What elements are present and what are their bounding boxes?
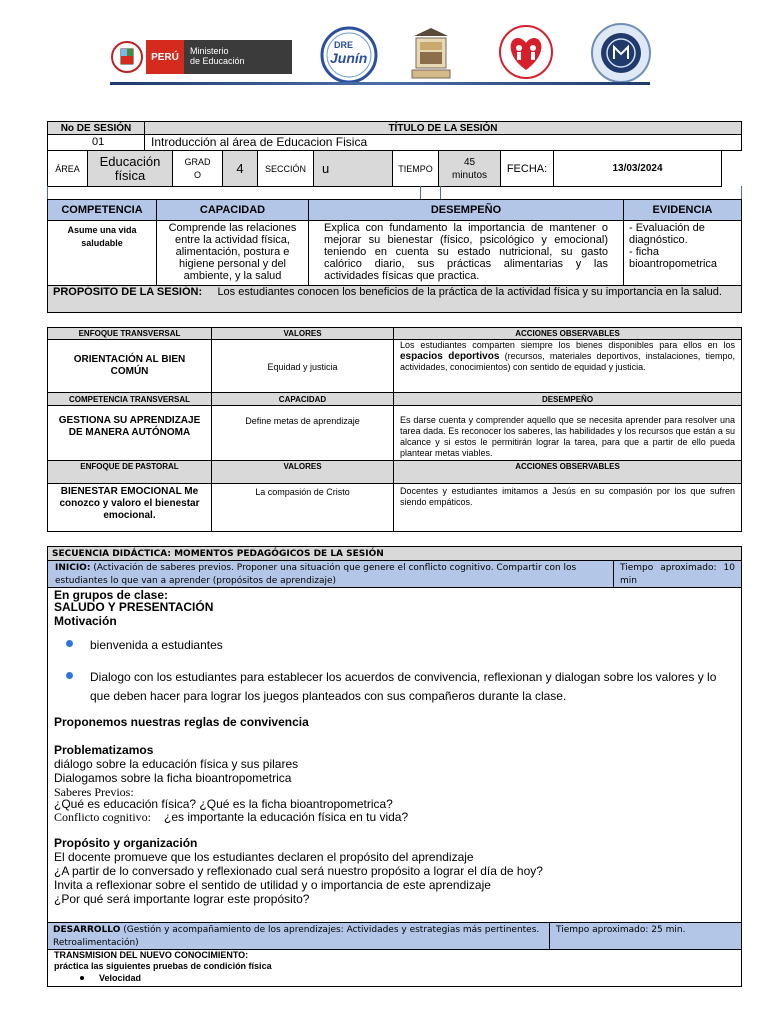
- competencia-value: Asume una vida saludable: [47, 220, 157, 286]
- competencia-transversal-header: COMPETENCIA TRANSVERSAL: [47, 392, 212, 406]
- header-logos: [110, 20, 750, 90]
- evidencia-item: - ficha bioantropometrica: [629, 246, 718, 270]
- peru-flag-label: PERÚ: [146, 40, 184, 74]
- transmision-title: TRANSMISION DEL NUEVO CONOCIMIENTO:: [54, 950, 249, 960]
- school-crest-icon: [406, 24, 456, 84]
- capacidad-header: CAPACIDAD: [156, 199, 309, 221]
- valores-header: VALORES: [211, 327, 394, 340]
- acciones-text: (recursos, materiales deportivos, instalaciones, tiempo, actividades, conocimientos) con sentido de equidad y justicia.: [400, 351, 735, 372]
- practica-text: práctica las siguientes pruebas de condición física: [54, 961, 272, 971]
- desarrollo-row: [47, 922, 550, 950]
- evidencia-value: [623, 220, 742, 286]
- secuencia-title: SECUENCIA DIDÁCTICA: MOMENTOS PEDAGÓGICOS DE LA SESIÓN: [47, 546, 742, 561]
- bullet-1-text: bienvenida a estudiantes: [90, 638, 223, 652]
- inicio-label: INICIO:: [55, 563, 91, 573]
- grado-label: GRAD O: [172, 150, 223, 187]
- grupos-text: En grupos de clase:: [54, 588, 169, 602]
- session-number: 01: [47, 134, 145, 151]
- desarrollo-text: (Gestión y acompañamiento de los aprendizajes: Actividades y estrategias más pertinentes. Retroalimentación): [53, 925, 540, 948]
- inicio-row: [47, 560, 614, 588]
- acciones-pastoral-header: ACCIONES OBSERVABLES: [393, 460, 742, 484]
- session-title: Introducción al área de Educacion Fisica: [144, 134, 742, 151]
- velocidad-bullet-icon: [80, 976, 84, 980]
- acciones-header: ACCIONES OBSERVABLES: [393, 327, 742, 340]
- problem-line-1: diálogo sobre la educación física y sus pilares: [54, 757, 299, 771]
- inicio-time: Tiempo aproximado: 10 min: [613, 560, 742, 588]
- acciones-text: Los estudiantes comparten siempre los bienes disponibles para ellos en los: [400, 340, 735, 350]
- acciones-value: [393, 339, 742, 393]
- bullet-icon: [66, 640, 73, 647]
- problem-line-2: Dialogamos sobre la ficha bioantropometrica: [54, 771, 292, 785]
- proposito-text: Los estudiantes conocen los beneficios de la práctica de la actividad física y su importancia en la salud.: [217, 286, 722, 298]
- saludo-text: SALUDO Y PRESENTACIÓN: [54, 600, 214, 614]
- desempeno-value: Explica con fundamento la importancia de mantener o mejorar su bienestar (físico, psicológico y emocional) teniendo en cuenta su estado nutricional, su gasto calórico diario, sus prácticas alimentarias y las actividades físicas que practica.: [308, 220, 624, 286]
- motivacion-text: Motivación: [54, 614, 117, 628]
- proposito-organizacion-title: Propósito y organización: [54, 836, 198, 850]
- inicio-text: (Activación de saberes previos. Proponer una situación que genere el conflicto cognitivo. Compartir con los estudiantes lo que van a aprender (propósitos de aprendizaje): [55, 563, 577, 586]
- grado-value: 4: [222, 150, 258, 187]
- competencia-transversal-value: GESTIONA SU APRENDIZAJE DE MANERA AUTÓNOMA: [47, 405, 212, 461]
- tiempo-label: TIEMPO: [392, 150, 439, 187]
- conflicto-question: ¿es importante la educación física en tu vida?: [164, 810, 409, 824]
- ministry-logo: [110, 40, 292, 74]
- capacidad-transversal-value: Define metas de aprendizaje: [211, 405, 394, 461]
- reglas-text: Proponemos nuestras reglas de convivencia: [54, 715, 309, 729]
- peru-shield-icon: [110, 40, 144, 74]
- capacidad-transversal-header: CAPACIDAD: [211, 392, 394, 406]
- session-no-header: No DE SESIÓN: [47, 121, 145, 135]
- evidencia-header: EVIDENCIA: [623, 199, 742, 221]
- acciones-bold: espacios deportivos: [400, 351, 500, 362]
- saberes-question: ¿Qué es educación física? ¿Qué es la ficha bioantropometrica?: [54, 797, 393, 811]
- header-rule: [110, 82, 650, 85]
- area-value: Educación física: [87, 150, 173, 187]
- area-label: ÁREA: [47, 150, 88, 187]
- fe-y-alegria-logo: [498, 24, 554, 80]
- fecha-value: 13/03/2024: [553, 150, 722, 187]
- bullet-icon: [66, 672, 73, 679]
- separator-row: [47, 186, 742, 200]
- enfoque-transversal-header: ENFOQUE TRANSVERSAL: [47, 327, 212, 340]
- proposito-label: PROPÓSITO DE LA SESIÓN:: [53, 286, 203, 298]
- bullet-2-text: Dialogo con los estudiantes para establecer los acuerdos de convivencia, reflexionan y dialogan sobre los valores y lo que deben hacer para lograr los juegos planteados con sus compañeros durante la clase.: [90, 670, 717, 703]
- evidencia-item: - Evaluación de diagnóstico.: [629, 222, 705, 246]
- capacidad-value: Comprende las relaciones entre la actividad física, alimentación, postura e higiene personal y del ambiente, y la salud: [156, 220, 309, 286]
- valor-pastoral-value: La compasión de Cristo: [211, 483, 394, 532]
- saberes-label: Saberes Previos:: [54, 785, 134, 799]
- desempeno-transversal-value: Es darse cuenta y comprender aquello que se necesita aprender para resolver una tarea dada. Es reconocer los saberes, las habilidades y los recursos que están a su alcance y si estos le permitirán lograr la tarea, para que a partir de ello pueda plantear metas viables.: [393, 405, 742, 461]
- ministry-name: Ministerio de Educación: [184, 40, 292, 74]
- enfoque-value: ORIENTACIÓN AL BIEN COMÚN: [47, 339, 212, 393]
- organizacion-line-3: Invita a reflexionar sobre el sentido de utilidad y o importancia de este aprendizaje: [54, 878, 491, 892]
- proposito-gap: [205, 286, 214, 298]
- separator-tick: [420, 186, 421, 200]
- conflicto-label: Conflicto cognitivo:: [54, 810, 151, 824]
- valor-value: Equidad y justicia: [211, 339, 394, 393]
- valores-pastoral-header: VALORES: [211, 460, 394, 484]
- tiempo-value: 45 minutos: [438, 150, 501, 187]
- session-title-header: TÍTULO DE LA SESIÓN: [144, 121, 742, 135]
- proposito-row: [47, 285, 742, 313]
- problematizamos-title: Problematizamos: [54, 743, 154, 757]
- desarrollo-label: DESARROLLO: [53, 925, 121, 935]
- organizacion-line-1: El docente promueve que los estudiantes declaren el propósito del aprendizaje: [54, 850, 474, 864]
- junin-label: Junín: [330, 50, 368, 66]
- separator-tick: [440, 186, 441, 200]
- dre-junin-logo: [320, 26, 378, 84]
- organizacion-line-4: ¿Por qué será importante lograr este propósito?: [54, 892, 310, 906]
- organizacion-line-2: ¿A partir de lo conversado y reflexionado cual será nuestro propósito a lograr el día de hoy?: [54, 864, 543, 878]
- seccion-label: SECCIÓN: [257, 150, 314, 187]
- fecha-label: FECHA:: [500, 150, 554, 187]
- desempeno-transversal-header: DESEMPEÑO: [393, 392, 742, 406]
- desarrollo-time: Tiempo aproximado: 25 min.: [549, 922, 742, 950]
- enfoque-pastoral-header: ENFOQUE DE PASTORAL: [47, 460, 212, 484]
- seccion-value: u: [313, 150, 393, 187]
- institution-emblem-icon: [590, 22, 652, 84]
- velocidad-text: Velocidad: [99, 973, 142, 983]
- competencia-header: COMPETENCIA: [47, 199, 157, 221]
- desempeno-header: DESEMPEÑO: [308, 199, 624, 221]
- acciones-pastoral-value: Docentes y estudiantes imitamos a Jesús en su compasión por los que sufren siendo empáticos.: [393, 483, 742, 532]
- dre-label: DRE: [334, 40, 354, 50]
- enfoque-pastoral-value: BIENESTAR EMOCIONAL Me conozco y valoro el bienestar emocional.: [47, 483, 212, 532]
